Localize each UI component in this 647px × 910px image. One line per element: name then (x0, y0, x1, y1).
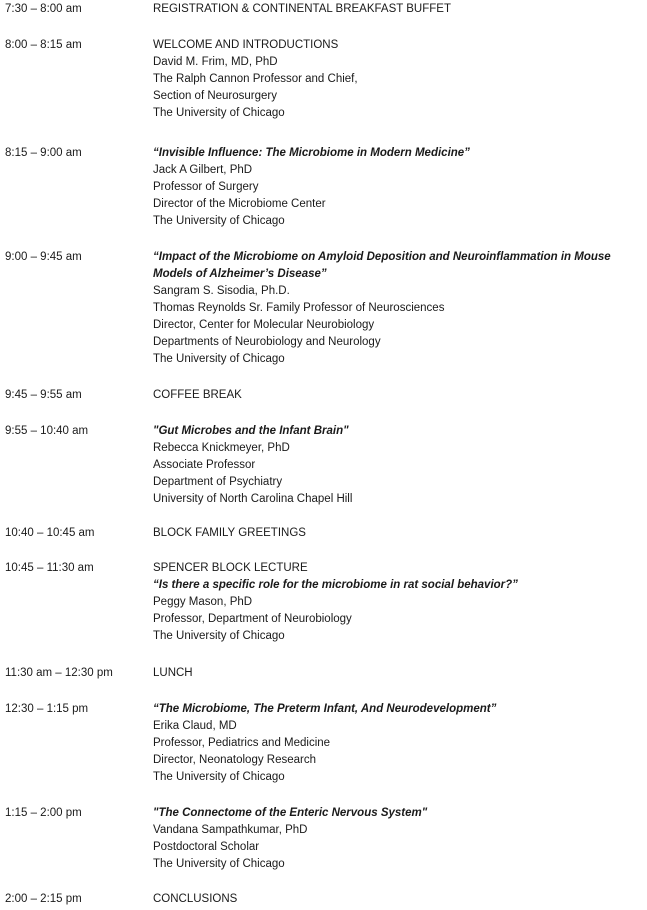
speaker-detail: Postdoctoral Scholar (153, 841, 260, 853)
speaker-detail: Associate Professor (153, 459, 256, 471)
speaker-detail: Professor, Pediatrics and Medicine (153, 737, 331, 749)
speaker-detail: Departments of Neurobiology and Neurology (153, 336, 381, 348)
speaker-name: Erika Claud, MD (153, 720, 237, 732)
talk-title: “Invisible Influence: The Microbiome in Modern Medicine” (153, 147, 470, 159)
time-slot: 2:00 – 2:15 pm (5, 893, 82, 905)
time-slot: 9:00 – 9:45 am (5, 251, 82, 263)
speaker-detail: Section of Neurosurgery (153, 90, 278, 102)
speaker-detail: Professor, Department of Neurobiology (153, 613, 352, 625)
time-slot: 7:30 – 8:00 am (5, 3, 82, 15)
time-slot: 10:45 – 11:30 am (5, 562, 94, 574)
time-slot: 10:40 – 10:45 am (5, 527, 95, 539)
speaker-affiliation: The University of Chicago (153, 107, 285, 119)
speaker-name: Vandana Sampathkumar, PhD (153, 824, 308, 836)
speaker-detail: The Ralph Cannon Professor and Chief, (153, 73, 358, 85)
session-heading: WELCOME AND INTRODUCTIONS (153, 39, 339, 51)
speaker-affiliation: The University of Chicago (153, 630, 285, 642)
time-slot: 8:00 – 8:15 am (5, 39, 82, 51)
talk-title: "Gut Microbes and the Infant Brain" (153, 425, 349, 437)
talk-title: “Impact of the Microbiome on Amyloid Deposition and Neuroinflammation in Mouse Models of Alzheimer’s Disease” (153, 251, 611, 280)
speaker-name: Jack A Gilbert, PhD (153, 164, 253, 176)
session-heading: REGISTRATION & CONTINENTAL BREAKFAST BUFFET (153, 3, 451, 15)
time-slot: 9:55 – 10:40 am (5, 425, 89, 437)
speaker-affiliation: The University of Chicago (153, 858, 285, 870)
time-slot: 1:15 – 2:00 pm (5, 807, 82, 819)
session-heading: LUNCH (153, 667, 193, 679)
speaker-affiliation: University of North Carolina Chapel Hill (153, 493, 353, 505)
speaker-detail: Director of the Microbiome Center (153, 198, 326, 210)
session-heading: CONCLUSIONS (153, 893, 238, 905)
speaker-name: Sangram S. Sisodia, Ph.D. (153, 285, 290, 297)
speaker-affiliation: The University of Chicago (153, 353, 285, 365)
time-slot: 8:15 – 9:00 am (5, 147, 82, 159)
speaker-affiliation: The University of Chicago (153, 771, 285, 783)
time-slot: 12:30 – 1:15 pm (5, 703, 89, 715)
time-slot: 9:45 – 9:55 am (5, 389, 82, 401)
speaker-detail: Professor of Surgery (153, 181, 259, 193)
speaker-affiliation: The University of Chicago (153, 215, 285, 227)
talk-title: “The Microbiome, The Preterm Infant, And Neurodevelopment” (153, 703, 497, 715)
speaker-name: David M. Frim, MD, PhD (153, 56, 278, 68)
speaker-detail: Director, Neonatology Research (153, 754, 316, 766)
talk-title: “Is there a specific role for the microbiome in rat social behavior?” (153, 579, 518, 591)
talk-title: "The Connectome of the Enteric Nervous System" (153, 807, 428, 819)
session-heading: SPENCER BLOCK LECTURE (153, 562, 308, 574)
session-heading: BLOCK FAMILY GREETINGS (153, 527, 306, 539)
session-heading: COFFEE BREAK (153, 389, 242, 401)
time-slot: 11:30 am – 12:30 pm (5, 667, 113, 679)
speaker-name: Peggy Mason, PhD (153, 596, 253, 608)
speaker-detail: Department of Psychiatry (153, 476, 283, 488)
speaker-detail: Director, Center for Molecular Neurobiology (153, 319, 375, 331)
speaker-detail: Thomas Reynolds Sr. Family Professor of Neurosciences (153, 302, 445, 314)
speaker-name: Rebecca Knickmeyer, PhD (153, 442, 290, 454)
